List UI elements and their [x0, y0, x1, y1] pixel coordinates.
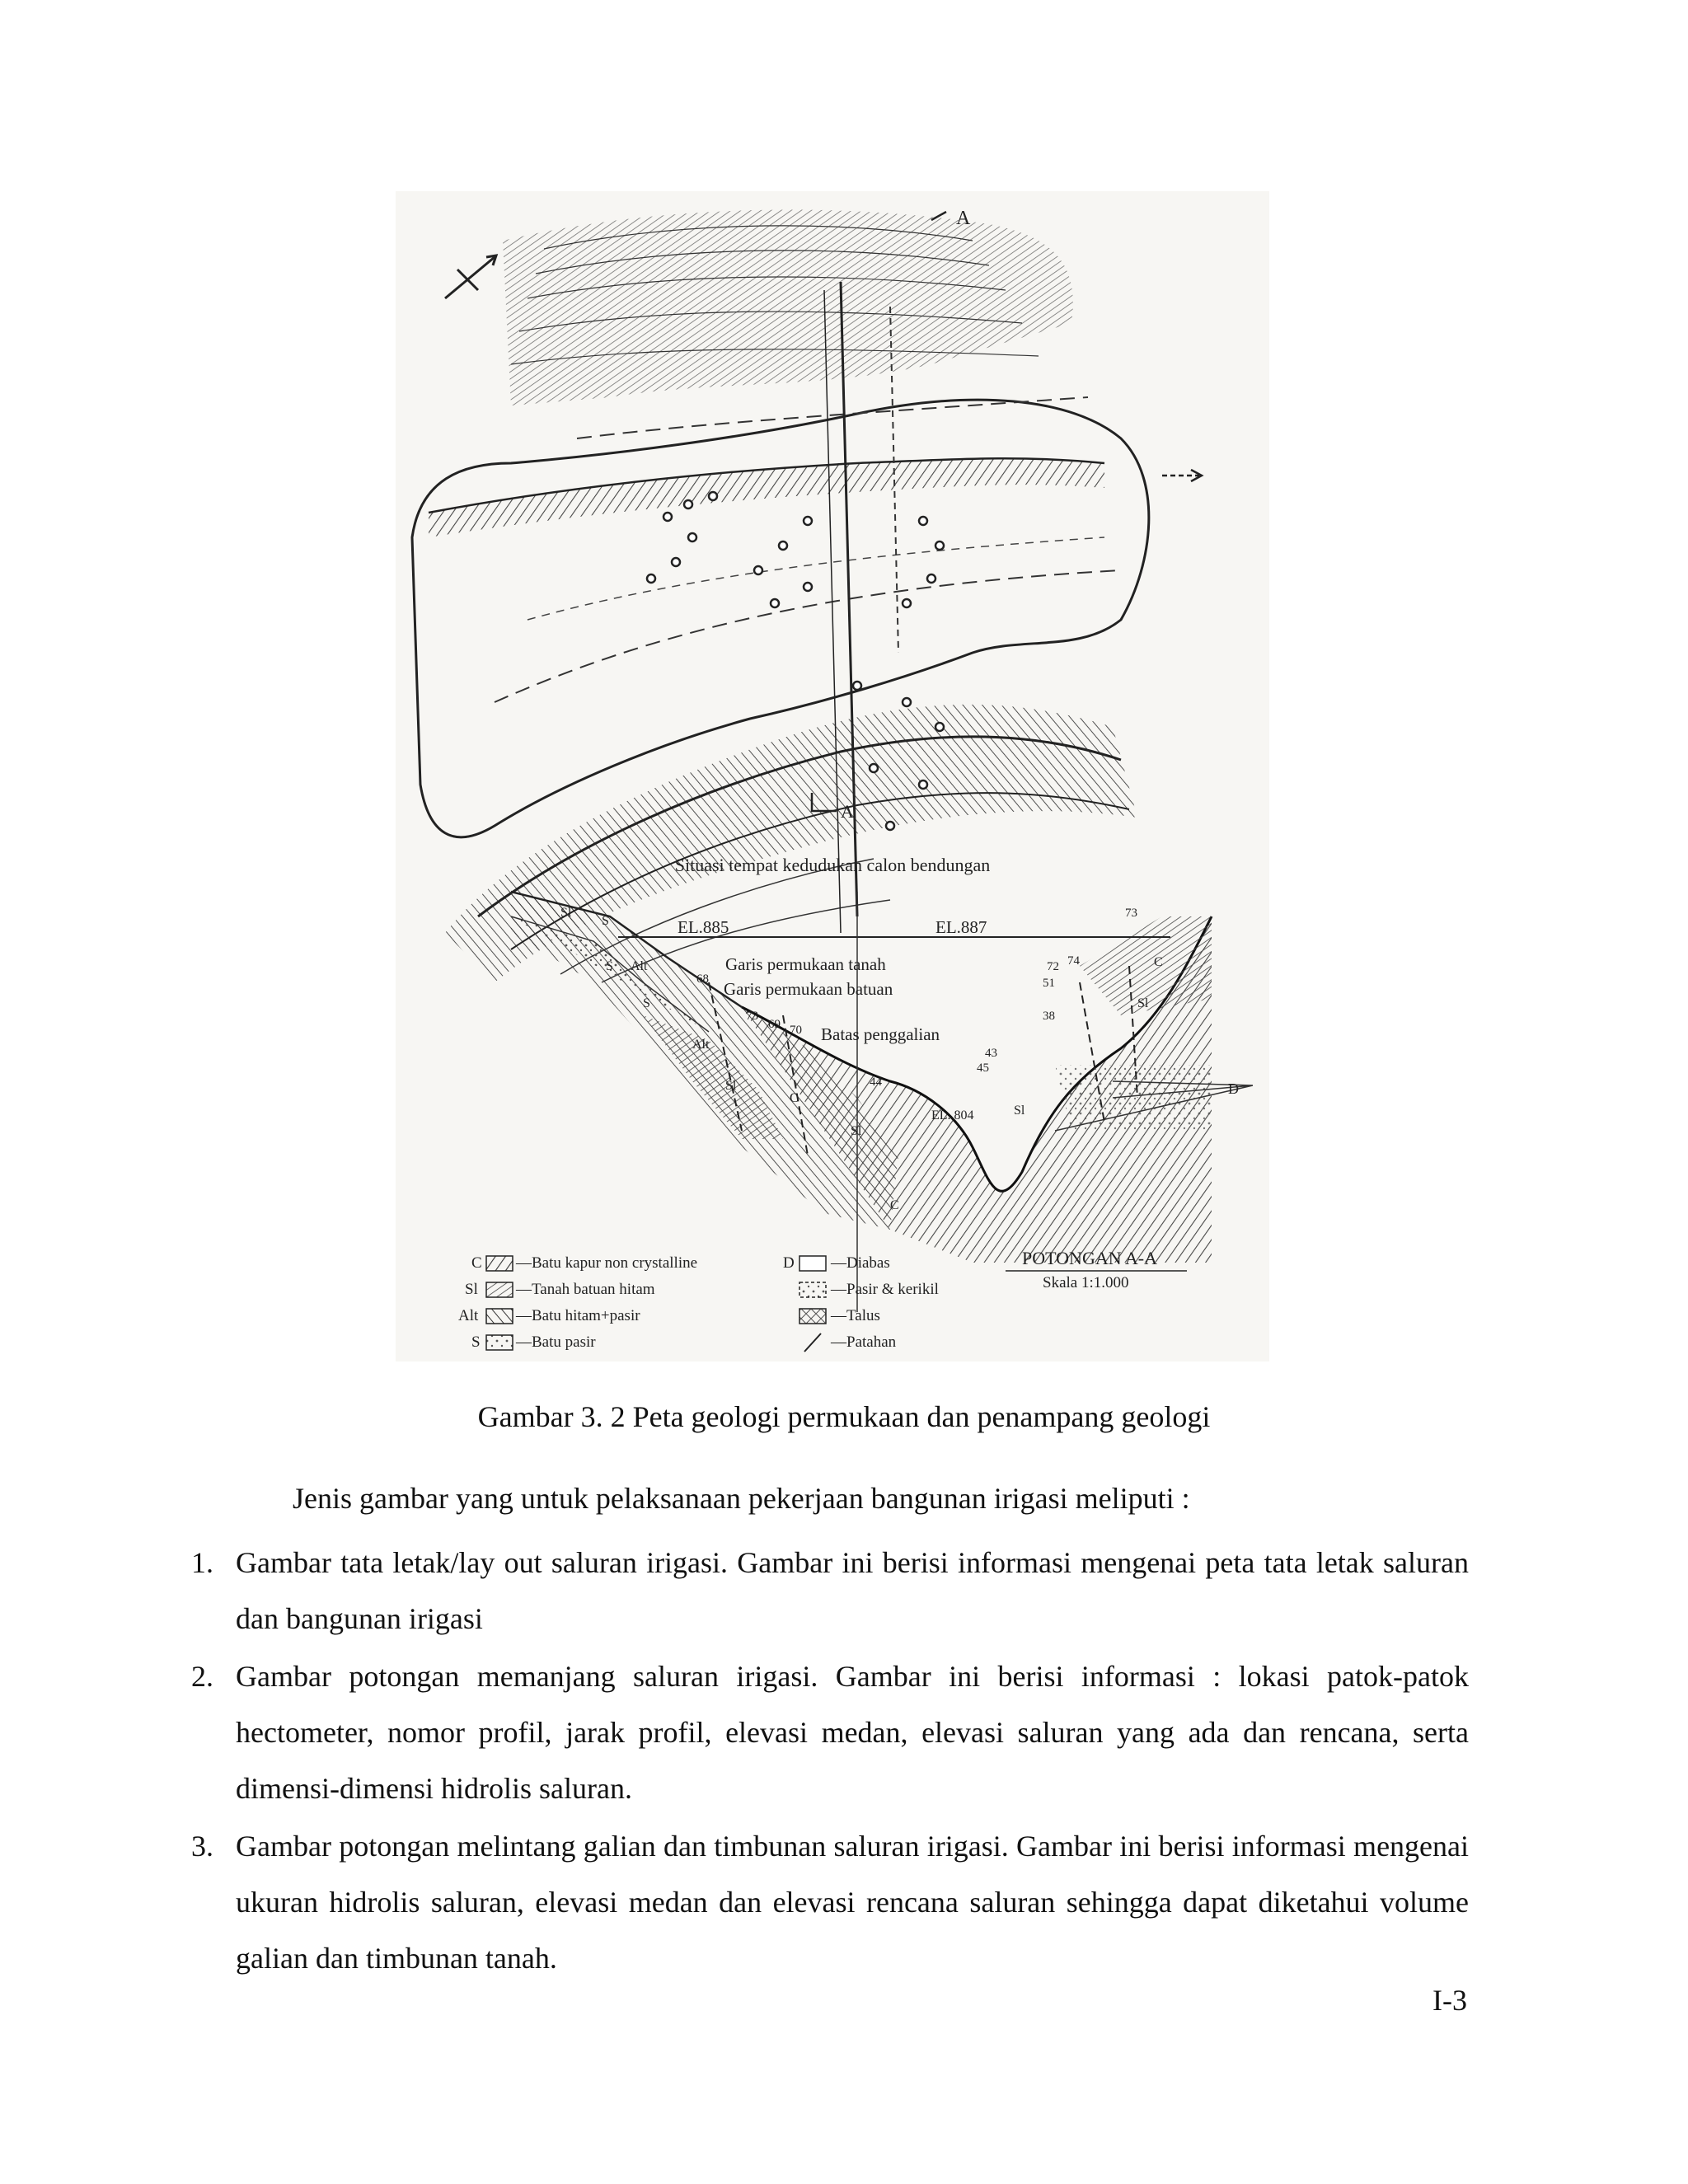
legend-item — [799, 1281, 939, 1298]
fault-symbol-icon — [804, 1333, 821, 1352]
borehole-number: 38 — [1043, 1010, 1055, 1023]
svg-text:—Batu kapur non crystalline: —Batu kapur non crystalline — [516, 1254, 698, 1272]
svg-text:Sl: Sl — [465, 1281, 478, 1298]
label-rock-surface: Garis permukaan batuan — [724, 979, 893, 999]
legend-item — [465, 1281, 655, 1298]
borehole-number: 45 — [977, 1062, 989, 1075]
layer-label: C — [890, 1198, 899, 1212]
borehole-number: 74 — [1067, 954, 1080, 968]
svg-text:—Diabas: —Diabas — [831, 1254, 890, 1272]
svg-text:—Batu pasir: —Batu pasir — [516, 1333, 596, 1351]
layer-label: Sl — [1014, 1104, 1025, 1118]
label-excavation-limit: Batas penggalian — [821, 1024, 940, 1044]
list-text: Gambar tata letak/lay out saluran irigasi. Gambar ini berisi informasi mengenai peta tata letak saluran dan bangunan irigasi — [236, 1546, 1469, 1635]
svg-text:—Batu hitam+pasir: —Batu hitam+pasir — [516, 1307, 640, 1324]
legend-item — [799, 1307, 880, 1324]
borehole-number: 70 — [790, 1024, 802, 1037]
svg-text:—Talus: —Talus — [831, 1307, 880, 1324]
borehole-number: 44 — [870, 1076, 882, 1089]
legend-item — [458, 1307, 640, 1324]
legend-item — [804, 1333, 897, 1352]
borehole-number: 73 — [1125, 907, 1137, 920]
list-number: 1. — [191, 1546, 213, 1579]
borehole-number: 43 — [985, 1047, 997, 1060]
map-marker-bottom: A — [841, 801, 854, 822]
svg-text:—Pasir & kerikil: —Pasir & kerikil — [831, 1281, 939, 1298]
legend — [458, 1254, 939, 1352]
layer-label: C — [790, 1091, 799, 1105]
elevation-bottom: EL. 804 — [931, 1108, 974, 1122]
layer-label: S — [606, 959, 613, 973]
borehole-number: 51 — [1043, 977, 1055, 990]
list-number: 3. — [191, 1830, 213, 1863]
borehole-number: 72 — [1047, 960, 1059, 973]
layer-label: Sl — [1137, 996, 1149, 1010]
section-title: POTONGAN A-A — [1022, 1248, 1157, 1268]
svg-text:—Patahan: —Patahan — [831, 1333, 897, 1351]
intro-paragraph: Jenis gambar yang untuk pelaksanaan pekerjaan bangunan irigasi meliputi : — [293, 1482, 1190, 1515]
svg-text:S: S — [471, 1333, 481, 1351]
borehole-number: 68 — [696, 972, 709, 986]
svg-text:—Tanah batuan hitam: —Tanah batuan hitam — [516, 1281, 655, 1298]
svg-text:C: C — [471, 1254, 482, 1272]
drawing-types-list — [191, 1535, 1469, 1988]
map-marker-top: A — [956, 208, 971, 229]
layer-label: S — [602, 914, 609, 928]
borehole-number: 69 — [768, 1018, 781, 1031]
geological-cross-section — [511, 892, 1253, 1312]
legend-item — [471, 1333, 596, 1351]
legend-item — [471, 1254, 697, 1272]
borehole-number: 73 — [746, 1010, 758, 1023]
label-ground-surface: Garis permukaan tanah — [725, 954, 886, 974]
section-scale: Skala 1:1.000 — [1043, 1274, 1129, 1291]
layer-label: Sl — [851, 1124, 862, 1138]
geology-drawing — [396, 191, 1269, 1361]
list-item — [191, 1535, 1469, 1647]
layer-label: Sl — [560, 906, 572, 920]
page-number: I-3 — [1432, 1984, 1467, 2017]
flow-arrow-icon — [1162, 470, 1202, 481]
elevation-right: EL.887 — [935, 917, 987, 937]
elevation-left: EL.885 — [678, 917, 729, 937]
list-text: Gambar potongan melintang galian dan timbunan saluran irigasi. Gambar ini berisi informasi mengenai ukuran hidrolis saluran, elevasi medan dan elevasi rencana saluran sehingga dapat diketahui volume galian dan timbunan tanah. — [236, 1830, 1469, 1975]
layer-label: Sl — [725, 1079, 737, 1093]
layer-label: C — [1154, 955, 1163, 969]
surface-geology-map — [412, 208, 1202, 982]
north-arrow-icon — [445, 255, 496, 298]
list-item — [191, 1648, 1469, 1816]
marker-d: D — [1228, 1080, 1239, 1097]
map-caption: Situasi tempat kedudukan calon bendungan — [674, 855, 991, 875]
figure-caption: Gambar 3. 2 Peta geologi permukaan dan penampang geologi — [477, 1400, 1211, 1433]
layer-label: S — [643, 996, 650, 1010]
list-item — [191, 1818, 1469, 1986]
svg-text:Alt: Alt — [458, 1307, 479, 1324]
geology-figure — [396, 191, 1269, 1361]
list-text: Gambar potongan memanjang saluran irigasi. Gambar ini berisi informasi : lokasi patok-patok hectometer, nomor profil, jarak profil, elevasi medan, elevasi saluran yang ada dan rencana, serta dimensi-dimensi hidrolis saluran. — [236, 1660, 1469, 1805]
legend-item — [783, 1254, 890, 1272]
svg-text:D: D — [783, 1254, 795, 1272]
layer-label: Alt — [631, 959, 648, 973]
list-number: 2. — [191, 1660, 213, 1693]
layer-label: Alt — [692, 1038, 710, 1052]
